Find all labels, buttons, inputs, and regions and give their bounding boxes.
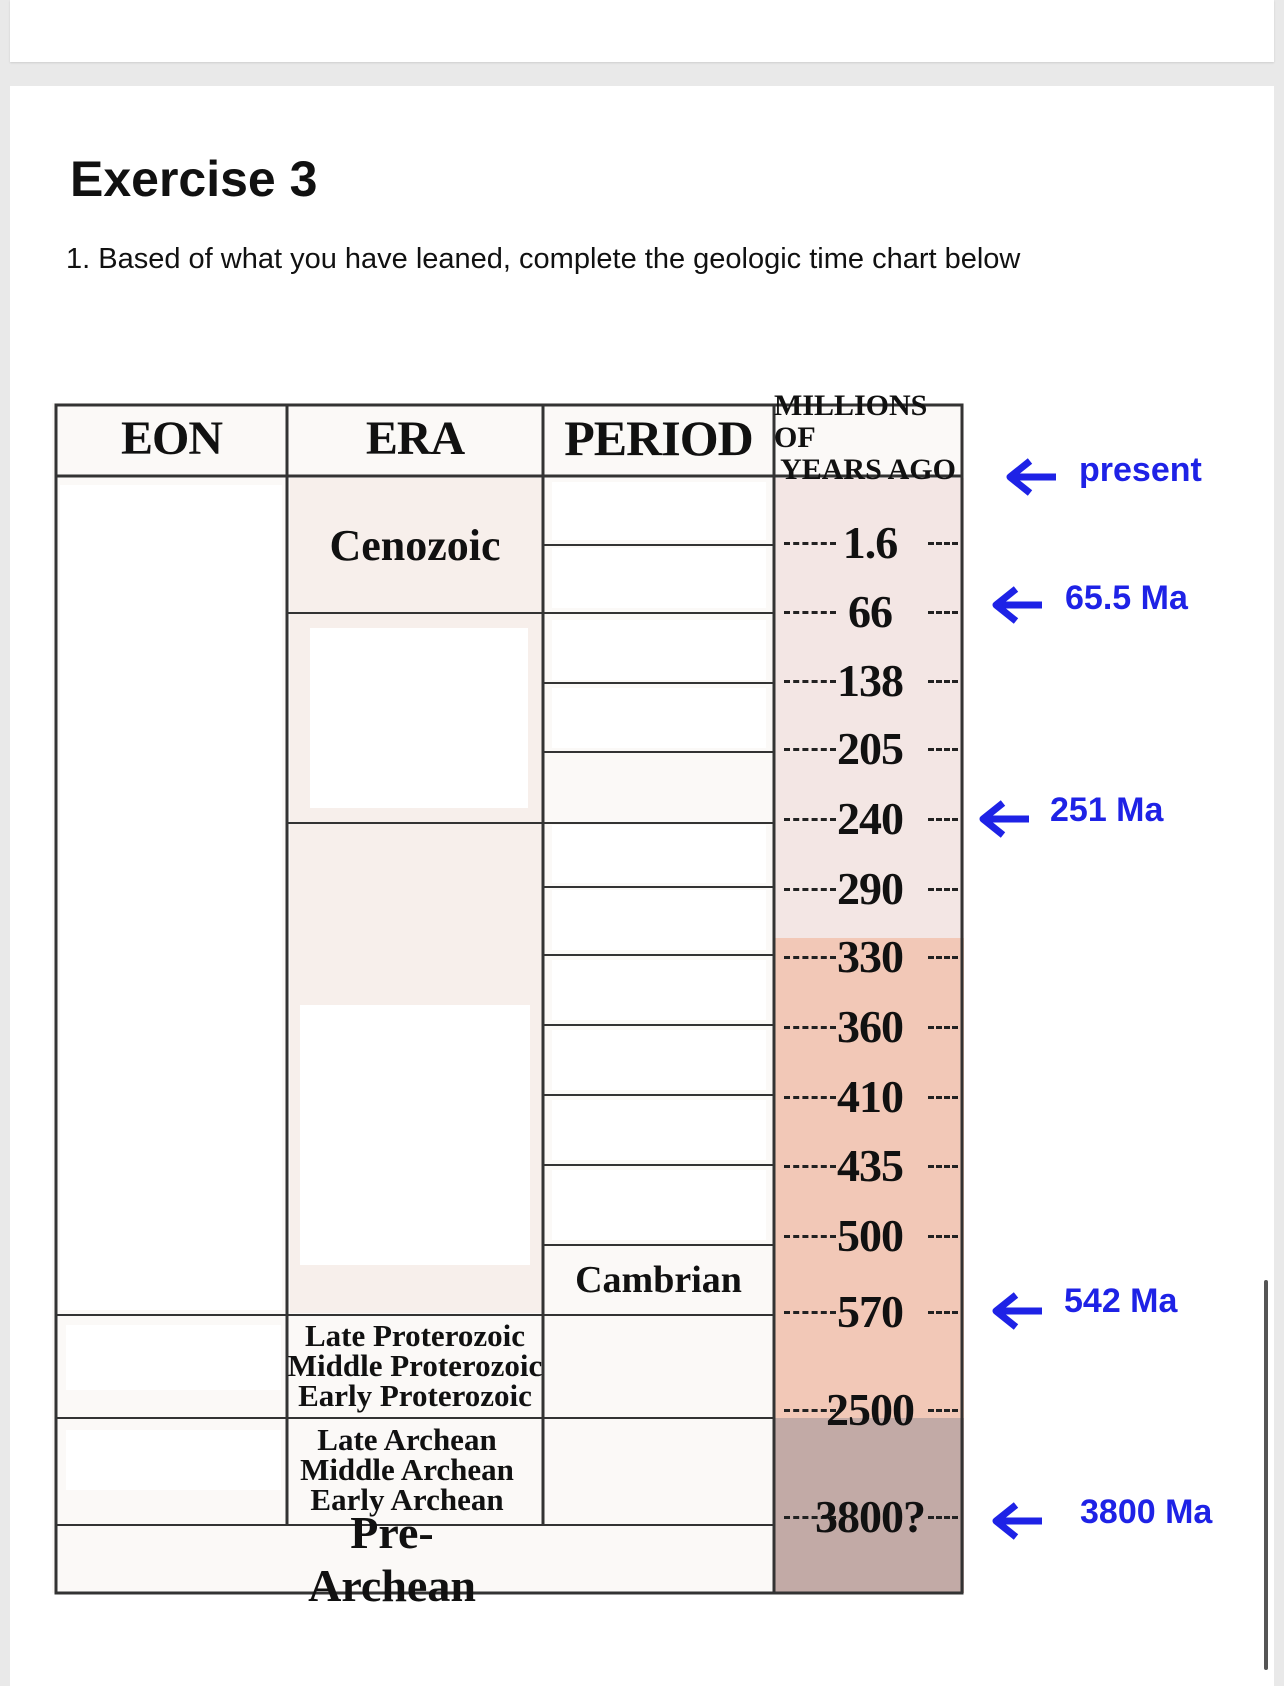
age-value: 1.6 <box>780 514 960 570</box>
era-early-archean: Early Archean <box>310 1481 504 1517</box>
era-proterozoic-list <box>287 1318 543 1413</box>
header-millions-of-years-ago <box>774 389 962 486</box>
era-early-proterozoic: Early Proterozoic <box>298 1377 532 1413</box>
period-cambrian: Cambrian <box>575 1259 742 1301</box>
header-period: PERIOD <box>564 410 753 466</box>
age-value: 205 <box>780 720 960 776</box>
age-value: 2500 <box>780 1381 960 1437</box>
annotation-542-ma: 542 Ma <box>1064 1282 1178 1320</box>
age-value: 410 <box>780 1068 960 1124</box>
era-archean-list <box>287 1422 527 1517</box>
header-mya-line2: YEARS AGO <box>780 453 956 486</box>
age-value: 138 <box>780 652 960 708</box>
annotation-65-5-ma: 65.5 Ma <box>1065 579 1188 617</box>
annotation-251-ma: 251 Ma <box>1050 791 1164 829</box>
era-cenozoic: Cenozoic <box>329 520 501 570</box>
age-value: 360 <box>780 998 960 1054</box>
age-value: 330 <box>780 928 960 984</box>
era-middle-proterozoic: Middle Proterozoic <box>287 1347 543 1383</box>
header-era: ERA <box>365 411 465 465</box>
age-value: 435 <box>780 1137 960 1193</box>
exercise-instruction: 1. Based of what you have leaned, complete the geologic time chart below <box>66 243 1021 275</box>
arrow-left-icon <box>990 1292 1044 1330</box>
era-late-archean: Late Archean <box>317 1421 497 1457</box>
arrow-left-icon <box>1004 458 1058 496</box>
eon-pre-archean: Pre-Archean <box>308 1507 476 1611</box>
exercise-title: Exercise 3 <box>70 151 318 207</box>
header-mya-line1: MILLIONS OF <box>774 389 928 454</box>
age-value: 500 <box>780 1207 960 1263</box>
age-value: 3800? <box>780 1488 960 1544</box>
arrow-left-icon <box>990 586 1044 624</box>
era-middle-archean: Middle Archean <box>300 1451 514 1487</box>
age-value: 240 <box>780 790 960 846</box>
age-value: 290 <box>780 860 960 916</box>
header-eon: EON <box>120 411 222 465</box>
arrow-left-icon <box>990 1502 1044 1540</box>
era-late-proterozoic: Late Proterozoic <box>304 1317 526 1353</box>
annotation-3800-ma: 3800 Ma <box>1080 1493 1213 1531</box>
age-value: 66 <box>780 583 960 639</box>
annotation-present: present <box>1079 451 1202 489</box>
age-value: 570 <box>780 1283 960 1339</box>
arrow-left-icon <box>977 800 1031 838</box>
